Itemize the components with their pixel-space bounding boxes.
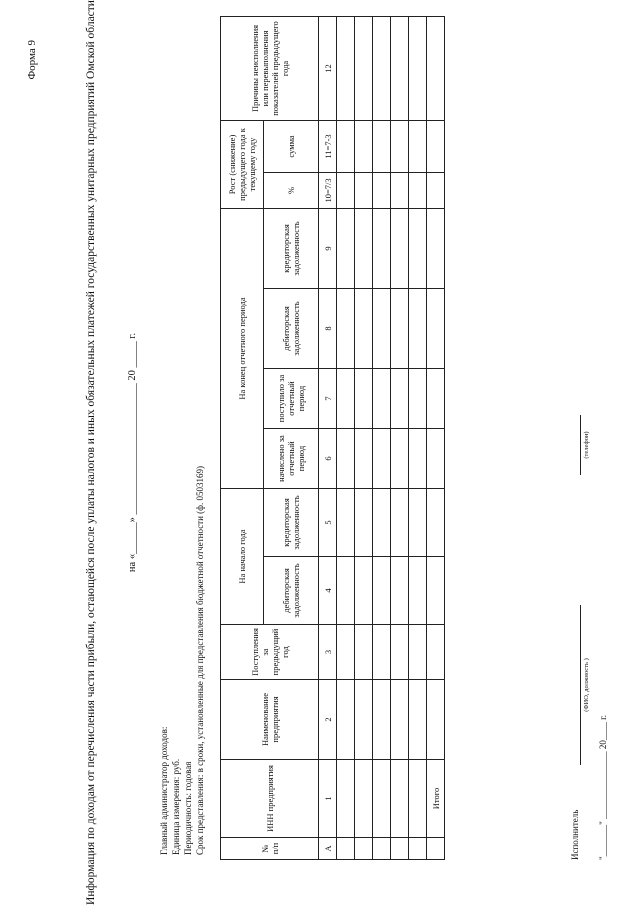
- report-date-line: на «______» _________________________ 20 _____ г.: [127, 332, 138, 573]
- fio-caption: (ФИО, должность ): [580, 605, 590, 765]
- table-row: [355, 16, 373, 859]
- admin-line: Главный администратор доходов:: [159, 726, 169, 855]
- header-reasons: Причины неисполнения или перевыполнения показателей предыдущего года: [221, 16, 319, 120]
- header-percent: %: [264, 172, 319, 208]
- deadline-line: Срок представления: в сроки, установленные для представления бюджетной отчетности (ф. 0503169): [195, 465, 205, 855]
- period-line: Периодичность: годовая: [183, 761, 193, 855]
- header-debit-end: дебиторская задолженность: [264, 288, 319, 368]
- column-numbers-row: [319, 16, 337, 859]
- column-number: 12: [319, 16, 337, 120]
- header-growth: Рост (снижение) предыдущего года к текущему году: [221, 120, 264, 208]
- column-number: 8: [319, 288, 337, 368]
- header-debit-start: дебиторская задолженность: [264, 557, 319, 625]
- header-received: поступило за отчетный период: [264, 368, 319, 428]
- total-label: Итого: [427, 760, 445, 838]
- header-start-year: На начало года: [221, 488, 264, 624]
- column-number: 11=7-3: [319, 120, 337, 172]
- header-accrued: начислено за отчетный период: [264, 428, 319, 488]
- header-credit-start: кредиторская задолженность: [264, 488, 319, 556]
- column-number: 9: [319, 208, 337, 288]
- table-row: [409, 16, 427, 859]
- table-row: [373, 16, 391, 859]
- header-end-period: На конец отчетного периода: [221, 208, 264, 488]
- header-credit-end: кредиторская задолженность: [264, 208, 319, 288]
- column-number: 10=7/3: [319, 172, 337, 208]
- table-row: [337, 16, 355, 859]
- header-sum: сумма: [264, 120, 319, 172]
- column-number: 7: [319, 368, 337, 428]
- form-number: Форма 9: [26, 40, 38, 80]
- total-row: [427, 16, 445, 859]
- column-number: 3: [319, 625, 337, 680]
- unit-line: Единица измерения: руб.: [171, 758, 181, 855]
- header-num: № п/п: [221, 838, 319, 860]
- header-name: Наименование предприятия: [221, 680, 319, 760]
- column-number: 1: [319, 760, 337, 838]
- header-inn: ИНН предприятия: [221, 760, 319, 838]
- executor-label: Исполнитель: [570, 809, 580, 860]
- header-prev-year: Поступления за предыдущий год: [221, 625, 319, 680]
- table-row: [391, 16, 409, 859]
- document-title: Информация по доходам от перечисления части прибыли, остающейся после уплаты налогов и иных обязательных платежей государственных унитарных предприятий Омской области: [85, 0, 97, 905]
- column-number: 4: [319, 557, 337, 625]
- phone-caption: (телефон): [580, 415, 590, 475]
- column-number: 5: [319, 488, 337, 556]
- column-number: А: [319, 838, 337, 860]
- form-metadata: [158, 466, 206, 855]
- column-number: 2: [319, 680, 337, 760]
- income-table: [220, 16, 445, 860]
- signature-date: "_______" _______________ 20____ г.: [598, 714, 608, 860]
- column-number: 6: [319, 428, 337, 488]
